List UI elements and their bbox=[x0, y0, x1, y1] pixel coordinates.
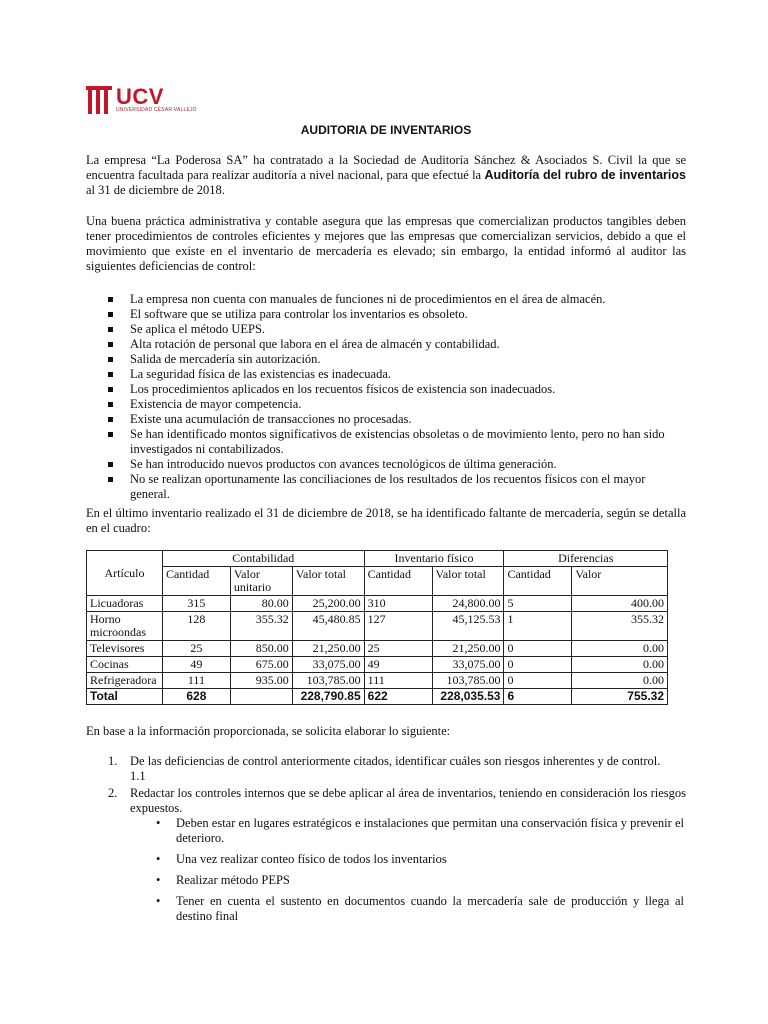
cell-d-cantidad: 0 bbox=[504, 657, 572, 673]
cell-d-cantidad: 0 bbox=[504, 673, 572, 689]
cell-valor-unitario: 935.00 bbox=[230, 673, 292, 689]
tasks-list bbox=[108, 754, 686, 816]
cell-i-cantidad: 49 bbox=[364, 657, 432, 673]
deficiencies-list bbox=[108, 292, 688, 502]
cell-c-cantidad: 25 bbox=[162, 641, 230, 657]
cell-valor-unitario: 675.00 bbox=[230, 657, 292, 673]
list-item: • Deben estar en lugares estratégicos e instalaciones que permitan una conservación física y prevenir el deterioro. bbox=[154, 816, 684, 846]
list-item: El software que se utiliza para controlar los inventarios es obsoleto. bbox=[108, 307, 688, 322]
list-item: La seguridad física de las existencias es inadecuada. bbox=[108, 367, 688, 382]
cell-valor-unitario: 850.00 bbox=[230, 641, 292, 657]
header-valor-unitario: Valor unitario bbox=[230, 567, 292, 596]
header-i-valor-total: Valor total bbox=[432, 567, 504, 596]
cell-i-valor-total: 103,785.00 bbox=[432, 673, 504, 689]
logo-subtitle: UNIVERSIDAD CÉSAR VALLEJO bbox=[116, 106, 197, 113]
total-i-cantidad: 622 bbox=[364, 689, 432, 705]
total-c-cantidad: 628 bbox=[162, 689, 230, 705]
list-item: Existencia de mayor competencia. bbox=[108, 397, 688, 412]
cell-i-valor-total: 21,250.00 bbox=[432, 641, 504, 657]
list-item: Los procedimientos aplicados en los recuentos físicos de existencia son inadecuados. bbox=[108, 382, 688, 397]
cell-articulo: Televisores bbox=[87, 641, 163, 657]
list-item: • Realizar método PEPS bbox=[154, 873, 684, 888]
task-number: 2. bbox=[108, 786, 118, 800]
total-c-valor-total: 228,790.85 bbox=[292, 689, 364, 705]
header-articulo: Artículo bbox=[87, 551, 163, 596]
total-d-valor: 755.32 bbox=[572, 689, 668, 705]
cell-d-valor: 400.00 bbox=[572, 596, 668, 612]
total-i-valor-total: 228,035.53 bbox=[432, 689, 504, 705]
cell-d-valor: 0.00 bbox=[572, 657, 668, 673]
cell-c-valor-total: 103,785.00 bbox=[292, 673, 364, 689]
cell-i-valor-total: 33,075.00 bbox=[432, 657, 504, 673]
cell-articulo: Licuadoras bbox=[87, 596, 163, 612]
intro-paragraph bbox=[86, 153, 686, 198]
cell-d-valor: 0.00 bbox=[572, 641, 668, 657]
cell-d-valor: 0.00 bbox=[572, 673, 668, 689]
header-inventario: Inventario físico bbox=[364, 551, 504, 567]
ucv-logo-icon bbox=[86, 84, 112, 114]
list-item: Salida de mercadería sin autorización. bbox=[108, 352, 688, 367]
cell-articulo: Horno microondas bbox=[87, 612, 163, 641]
cell-i-cantidad: 310 bbox=[364, 596, 432, 612]
table-row bbox=[87, 612, 668, 641]
table-total-row bbox=[87, 689, 668, 705]
task-subnumber: 1.1 bbox=[130, 769, 146, 783]
header-d-valor: Valor bbox=[572, 567, 668, 596]
list-item: • Tener en cuenta el sustento en documentos cuando la mercadería sale de producción y llega al destino final bbox=[154, 894, 684, 924]
intro-bold: Auditoría del rubro de inventarios bbox=[484, 168, 686, 182]
cell-d-valor: 355.32 bbox=[572, 612, 668, 641]
cell-i-cantidad: 25 bbox=[364, 641, 432, 657]
ucv-logo bbox=[86, 84, 197, 114]
list-item: Existe una acumulación de transacciones no procesadas. bbox=[108, 412, 688, 427]
cell-c-valor-total: 45,480.85 bbox=[292, 612, 364, 641]
cell-c-valor-total: 25,200.00 bbox=[292, 596, 364, 612]
cell-i-cantidad: 111 bbox=[364, 673, 432, 689]
header-c-cantidad: Cantidad bbox=[162, 567, 230, 596]
practice-paragraph: Una buena práctica administrativa y contable asegura que las empresas que comercializan productos tangibles deben tener procedimientos de controles eficientes y mejores que las empresas que comercializan servicios, debido a que el movimiento que existe en el inventario de mercadería es elevado; sin embargo, la entidad informó al auditor las siguientes deficiencias de control: bbox=[86, 214, 686, 273]
cell-c-cantidad: 49 bbox=[162, 657, 230, 673]
list-item: • Una vez realizar conteo físico de todos los inventarios bbox=[154, 852, 684, 867]
cell-i-valor-total: 45,125.53 bbox=[432, 612, 504, 641]
cell-i-valor-total: 24,800.00 bbox=[432, 596, 504, 612]
cell-c-cantidad: 128 bbox=[162, 612, 230, 641]
cell-c-valor-total: 21,250.00 bbox=[292, 641, 364, 657]
task-number: 1. bbox=[108, 754, 118, 768]
logo-name: UCV bbox=[116, 83, 164, 109]
task-text: Redactar los controles internos que se debe aplicar al área de inventarios, teniendo en consideración los riesgos expuestos. bbox=[130, 786, 686, 815]
intro-text-1: La empresa “La Poderosa SA” ha contratado a la Sociedad de Auditoría Sánchez & Asociados S. Civil la que se encuentra facultada para realizar auditoría a nivel nacional, para que efectué la bbox=[86, 153, 686, 182]
cell-valor-unitario: 80.00 bbox=[230, 596, 292, 612]
list-item: Se han identificado montos significativos de existencias obsoletas o de movimiento lento, pero no han sido investigados ni contabilizados. bbox=[108, 427, 688, 457]
intro-text-2: al 31 de diciembre de 2018. bbox=[86, 183, 225, 197]
header-contabilidad: Contabilidad bbox=[162, 551, 364, 567]
table-row bbox=[87, 596, 668, 612]
table-row bbox=[87, 641, 668, 657]
table-row bbox=[87, 673, 668, 689]
cell-d-cantidad: 5 bbox=[504, 596, 572, 612]
header-i-cantidad: Cantidad bbox=[364, 567, 432, 596]
inventory-intro: En el último inventario realizado el 31 de diciembre de 2018, se ha identificado faltante de mercadería, según se detalla en el cuadro: bbox=[86, 506, 686, 535]
cell-d-cantidad: 0 bbox=[504, 641, 572, 657]
task-item bbox=[108, 754, 686, 784]
header-c-valor-total: Valor total bbox=[292, 567, 364, 596]
total-valor-unitario bbox=[230, 689, 292, 705]
task-text: De las deficiencias de control anteriormente citados, identificar cuáles son riesgos inherentes y de control. bbox=[130, 754, 661, 768]
list-item: No se realizan oportunamente las conciliaciones de los resultados de los recuentos físicos con el mayor general. bbox=[108, 472, 688, 502]
table-header-row bbox=[87, 551, 668, 567]
list-item: Se aplica el método UEPS. bbox=[108, 322, 688, 337]
cell-articulo: Refrigeradora bbox=[87, 673, 163, 689]
task-item bbox=[108, 786, 686, 816]
cell-c-cantidad: 111 bbox=[162, 673, 230, 689]
list-item: La empresa non cuenta con manuales de funciones ni de procedimientos en el área de almacén. bbox=[108, 292, 688, 307]
header-d-cantidad: Cantidad bbox=[504, 567, 572, 596]
cell-i-cantidad: 127 bbox=[364, 612, 432, 641]
cell-d-cantidad: 1 bbox=[504, 612, 572, 641]
cell-c-cantidad: 315 bbox=[162, 596, 230, 612]
list-item: Alta rotación de personal que labora en el área de almacén y contabilidad. bbox=[108, 337, 688, 352]
inventory-table bbox=[86, 550, 668, 705]
list-item: Se han introducido nuevos productos con avances tecnológicos de última generación. bbox=[108, 457, 688, 472]
table-subheader-row bbox=[87, 567, 668, 596]
controls-list bbox=[154, 816, 684, 930]
header-diferencias: Diferencias bbox=[504, 551, 668, 567]
cell-valor-unitario: 355.32 bbox=[230, 612, 292, 641]
cell-c-valor-total: 33,075.00 bbox=[292, 657, 364, 673]
total-label: Total bbox=[87, 689, 163, 705]
document-title: AUDITORIA DE INVENTARIOS bbox=[300, 123, 472, 137]
table-row bbox=[87, 657, 668, 673]
request-text: En base a la información proporcionada, se solicita elaborar lo siguiente: bbox=[86, 724, 451, 738]
cell-articulo: Cocinas bbox=[87, 657, 163, 673]
total-d-cantidad: 6 bbox=[504, 689, 572, 705]
